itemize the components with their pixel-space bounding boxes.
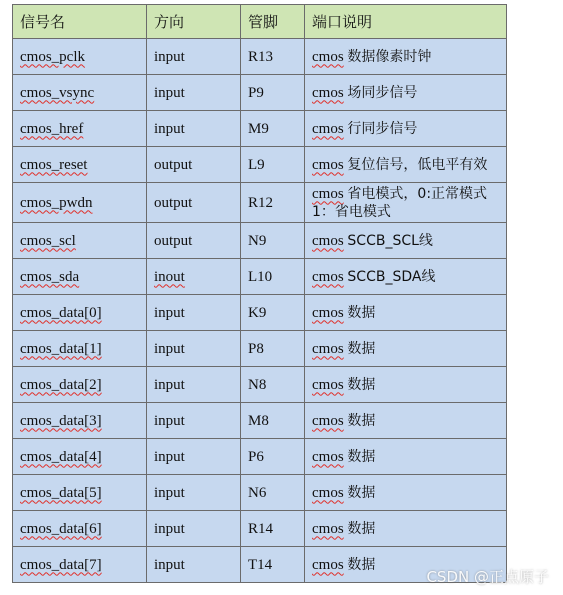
description-prefix: cmos [312,156,344,173]
pin-cell: R13 [241,39,305,75]
description-prefix: cmos [312,556,344,573]
table-row [13,367,507,403]
signal-name: cmos_data[1] [20,340,102,357]
pin-cell: T14 [241,547,305,583]
description-prefix: cmos [312,232,344,249]
table-row [13,39,507,75]
table-row [13,331,507,367]
description-text: 数据像素时钟 [347,48,432,65]
pin-cell: R14 [241,511,305,547]
signal-name: cmos_vsync [20,84,95,101]
description-prefix: cmos [312,412,344,429]
signal-name: cmos_scl [20,232,76,249]
description-cell [305,111,507,147]
description-cell [305,511,507,547]
description-text: 数据 [347,412,376,429]
description-cell [305,259,507,295]
signal-name: cmos_data[5] [20,484,102,501]
signal-name: cmos_data[7] [20,556,102,573]
description-prefix: cmos [312,120,344,137]
direction: output [154,194,193,211]
direction: input [154,340,185,357]
description-cell [305,223,507,259]
description-text: 复位信号，低电平有效 [347,156,488,173]
description-cell [305,183,507,223]
pin-cell: M9 [241,111,305,147]
table-row [13,295,507,331]
description-text: 场同步信号 [347,84,418,101]
signal-name-cell [13,331,147,367]
description-text: SCCB_SCL线 [347,232,433,249]
direction-cell [147,295,241,331]
table-row [13,147,507,183]
signal-name: cmos_pwdn [20,194,93,211]
direction: input [154,412,185,429]
signal-name: cmos_sda [20,268,80,285]
direction-cell [147,439,241,475]
signal-name-cell [13,547,147,583]
direction: input [154,520,185,537]
direction-cell [147,39,241,75]
signal-name-cell [13,403,147,439]
signal-name-cell [13,295,147,331]
table-row [13,111,507,147]
description-prefix: cmos [312,304,344,321]
pin-cell: L10 [241,259,305,295]
header-row [13,5,507,39]
description-text: 数据 [347,340,376,357]
description-text: 省电模式，0:正常模式 1：省电模式 [312,185,488,220]
direction: input [154,120,185,137]
description-text: 行同步信号 [347,120,418,137]
signal-name: cmos_data[0] [20,304,102,321]
table-row [13,511,507,547]
signal-name-cell [13,511,147,547]
description-prefix: cmos [312,48,344,65]
pin-cell: K9 [241,295,305,331]
direction-cell [147,511,241,547]
description-cell [305,75,507,111]
pin-cell: N8 [241,367,305,403]
signal-name-cell [13,475,147,511]
description-text: 数据 [347,520,376,537]
signal-name: cmos_reset [20,156,88,173]
table-row [13,475,507,511]
table-row [13,403,507,439]
pin-cell: M8 [241,403,305,439]
description-text: SCCB_SDA线 [347,268,436,285]
direction: inout [154,268,185,285]
description-cell [305,331,507,367]
signal-name-cell [13,111,147,147]
direction: input [154,556,185,573]
signal-name-cell [13,439,147,475]
table-row [13,183,507,223]
header-direction: 方向 [147,5,241,39]
pin-cell: P6 [241,439,305,475]
description-cell [305,39,507,75]
description-text: 数据 [347,556,376,573]
description-cell [305,367,507,403]
pin-cell: R12 [241,183,305,223]
direction: input [154,84,185,101]
description-prefix: cmos [312,484,344,501]
direction-cell [147,475,241,511]
direction-cell [147,147,241,183]
signal-name: cmos_data[2] [20,376,102,393]
description-cell [305,295,507,331]
direction: input [154,448,185,465]
direction: input [154,48,185,65]
pin-table [12,4,507,583]
signal-name: cmos_data[3] [20,412,102,429]
description-cell [305,439,507,475]
description-text: 数据 [347,304,376,321]
signal-name: cmos_pclk [20,48,85,65]
direction-cell [147,403,241,439]
pin-cell: N6 [241,475,305,511]
description-cell [305,475,507,511]
direction-cell [147,259,241,295]
pin-cell: P8 [241,331,305,367]
direction-cell [147,223,241,259]
direction: output [154,232,193,249]
description-prefix: cmos [312,448,344,465]
signal-name-cell [13,39,147,75]
signal-name-cell [13,367,147,403]
signal-name-cell [13,183,147,223]
header-pin: 管脚 [241,5,305,39]
direction-cell [147,367,241,403]
pin-cell: N9 [241,223,305,259]
direction-cell [147,183,241,223]
description-prefix: cmos [312,84,344,101]
description-cell [305,147,507,183]
direction: input [154,376,185,393]
direction-cell [147,75,241,111]
signal-name-cell [13,147,147,183]
direction-cell [147,547,241,583]
description-text: 数据 [347,376,376,393]
description-prefix: cmos [312,268,344,285]
signal-name-cell [13,223,147,259]
table-row [13,75,507,111]
signal-name: cmos_href [20,120,84,137]
description-prefix: cmos [312,340,344,357]
description-text: 数据 [347,448,376,465]
signal-name-cell [13,75,147,111]
direction: output [154,156,193,173]
table-row [13,439,507,475]
description-text: 数据 [347,484,376,501]
table-row [13,259,507,295]
direction: input [154,484,185,501]
watermark: CSDN @正点原子 [426,568,549,586]
signal-name: cmos_data[4] [20,448,102,465]
signal-name: cmos_data[6] [20,520,102,537]
header-signal-name: 信号名 [13,5,147,39]
description-prefix: cmos [312,376,344,393]
direction-cell [147,331,241,367]
header-port-description: 端口说明 [305,5,507,39]
table-row [13,223,507,259]
pin-cell: P9 [241,75,305,111]
description-prefix: cmos [312,185,344,202]
description-prefix: cmos [312,520,344,537]
signal-name-cell [13,259,147,295]
pin-cell: L9 [241,147,305,183]
direction: input [154,304,185,321]
description-cell [305,403,507,439]
direction-cell [147,111,241,147]
